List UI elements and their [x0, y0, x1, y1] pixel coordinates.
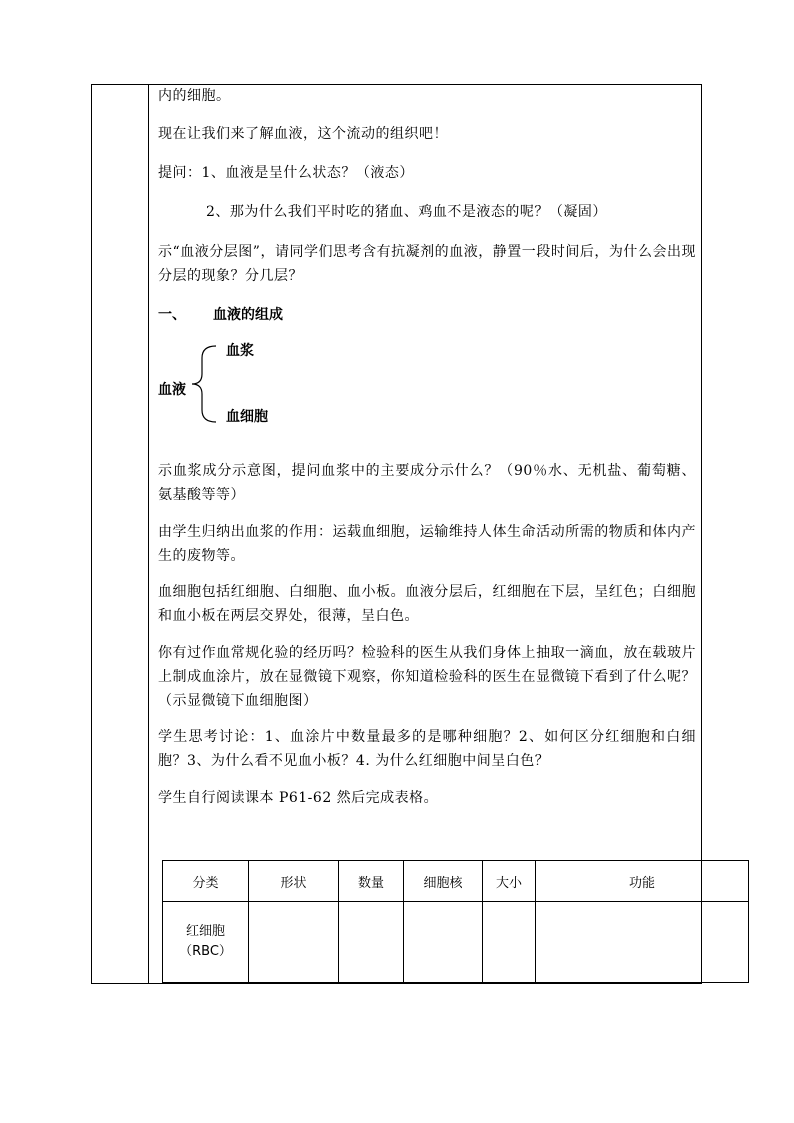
- diagram-root-label: 血液: [158, 382, 186, 398]
- paragraph: 示“血液分层图”，请同学们思考含有抗凝剂的血液，静置一段时间后，为什么会出现分层的现象？分几层？: [158, 244, 696, 284]
- curly-brace-icon: [188, 344, 220, 424]
- frame-right-line: [701, 84, 702, 984]
- blood-cell-table: [162, 860, 749, 983]
- table-header-cell: 数量: [339, 861, 404, 902]
- blood-composition-diagram: [158, 334, 358, 434]
- table-cell-blank[interactable]: [483, 902, 536, 983]
- paragraph: 血细胞包括红细胞、白细胞、血小板。血液分层后，红细胞在下层，呈红色；白细胞和血小板在两层交界处，很薄，呈白色。: [158, 584, 696, 624]
- row-label-abbr: （RBC）: [179, 944, 232, 959]
- table-header-cell: 形状: [249, 861, 339, 902]
- paragraph: 现在让我们来了解血液，这个流动的组织吧！: [158, 126, 448, 142]
- table-cell-blank[interactable]: [339, 902, 404, 983]
- section-number: 一、: [158, 307, 186, 323]
- frame-bottom-line: [91, 983, 702, 984]
- table-header-cell: 大小: [483, 861, 536, 902]
- section-heading: [158, 303, 283, 327]
- paragraph: 学生自行阅读课本 P61-62 然后完成表格。: [158, 790, 439, 806]
- section-title: 血液的组成: [213, 307, 283, 323]
- paragraph: 学生思考讨论：1、血涂片中数量最多的是哪种细胞？2、如何区分红细胞和白细胞？3、为什么看不见血小板？4. 为什么红细胞中间呈白色？: [158, 729, 696, 769]
- table-header-cell: 功能: [536, 861, 749, 902]
- paragraph-question-1: 提问：1、血液是呈什么状态？（液态）: [158, 165, 414, 181]
- paragraph: 你有过作血常规化验的经历吗？检验科的医生从我们身体上抽取一滴血，放在载玻片上制成血涂片，放在显微镜下观察，你知道检验科的医生在显微镜下看到了什么呢？（示显微镜下血细胞图）: [158, 645, 696, 709]
- diagram-branch-blood-cells: 血细胞: [226, 409, 268, 425]
- frame-column-divider: [148, 84, 149, 984]
- row-label-name: 红细胞: [185, 924, 225, 939]
- paragraph: 内的细胞。: [158, 88, 231, 104]
- table-header-row: [163, 861, 749, 902]
- table-cell-blank[interactable]: [249, 902, 339, 983]
- frame-left-line: [91, 84, 92, 984]
- paragraph: 示血浆成分示意图，提问血浆中的主要成分示什么？（90％水、无机盐、葡萄糖、氨基酸等等）: [158, 463, 696, 503]
- paragraph-question-2: 2、那为什么我们平时吃的猪血、鸡血不是液态的呢？（凝固）: [206, 204, 607, 220]
- table-header-cell: 细胞核: [404, 861, 483, 902]
- paragraph: 由学生归纳出血浆的作用：运载血细胞，运输维持人体生命活动所需的物质和体内产生的废物等。: [158, 524, 696, 564]
- table-header-cell: 分类: [163, 861, 249, 902]
- table-cell-blank[interactable]: [536, 902, 749, 983]
- table-row: [163, 902, 749, 983]
- table-cell-blank[interactable]: [404, 902, 483, 983]
- diagram-branch-plasma: 血浆: [226, 343, 254, 359]
- table-row-label: [163, 902, 249, 983]
